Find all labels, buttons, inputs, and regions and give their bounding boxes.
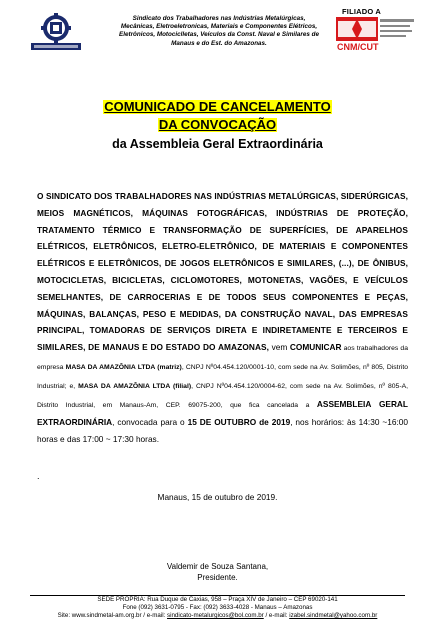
stray-mark: . <box>37 471 40 481</box>
footer-website[interactable]: Site: www.sindmetal-am.org.br <box>57 612 142 620</box>
affiliation-label: FILIADO A <box>342 7 382 16</box>
signatory-name: Valdemir de Souza Santana, <box>166 562 269 571</box>
footer-address: SEDE PRÓPRIA: Rua Duque de Caxias, 958 – Praça XIV de Janeiro – CEP 69020-141 <box>97 596 338 603</box>
union-name-line: Eletrônicos, Motociclletas, Veículos da Const. Naval e Similares de <box>119 31 319 39</box>
signatory-role: Presidente. <box>197 573 238 582</box>
body-segment: , nos horários: às 14:30 ~16:00 horas e das 17:00 ~ 17:30 horas. <box>37 417 408 445</box>
body-segment: , CNPJ Nº04.454.120/0001-10, com sede na Av. Solimões, nº 805, Distrito Industrial; e, <box>37 363 409 390</box>
title-line-1: COMUNICADO DE CANCELAMENTO <box>104 99 331 114</box>
company-filial: MASA DA AMAZÔNIA LTDA (filial) <box>78 382 192 390</box>
footer <box>0 596 435 621</box>
footer-contacts <box>0 612 435 620</box>
footer-email-link[interactable]: sindicato-metalurgicos@bol.com.br <box>167 612 264 620</box>
footer-separator: / e-mail: <box>263 612 290 620</box>
body-segment: , convocada para o <box>112 417 188 428</box>
union-name-line: Sindicato dos Trabalhadores nas Indústrias Metalúrgicas, <box>132 15 306 22</box>
title-line-2: DA CONVOCAÇÃO <box>158 117 277 132</box>
cnm-cut-logo <box>336 17 416 51</box>
body-segment: , CNPJ Nº04.454.120/0004-62, com sede na Av. Solimões, nº 805-A, Distrito Industrial, em Manaus-Am, CEP. 69075-200, que fica cancelada a <box>37 382 408 409</box>
company-matriz: MASA DA AMAZÔNIA LTDA (matriz) <box>65 363 182 371</box>
assembly-date: 15 DE OUTUBRO de 2019 <box>187 417 291 428</box>
signature-block <box>0 561 435 583</box>
body-segment: aos trabalhadores da empresa <box>37 345 408 371</box>
date-line: Manaus, 15 de outubro de 2019. <box>157 492 278 502</box>
union-full-name: O SINDICATO DOS TRABALHADORES NAS INDÚSTRIAS METALÚRGICAS, SIDERÚRGICAS, MEIOS MAGNÉTICOS, MÁQUINAS FOTOGRÁFICAS, INDÚSTRIAS DE PROTEÇÃO, TRATAMENTO TÉRMICO E TRANSFORMAÇÃO DE SUPERFÍCIES, DE APARELHOS ELÉTRICOS, ELETRÔNICOS, ELETRO-ELETRÔNICO, DE MATERIAIS E COMPONENTES ELÉTRICOS E ELETRÔNICOS, DE JOGOS ELETRÔNICOS E SIMILARES, (...), DE ÔNIBUS, MOTOCICLETAS, BICICLETAS, CICLOMOTORES, MOTONETAS, VAGÕES, E VEÍCULOS SEMELHANTES, DE CARROCERIAS E DE TODOS SEUS COMPONENTES E PEÇAS, MÁQUINAS, BALANÇAS, PESO E MEDIDAS, DA CONSTRUÇÃO NAVAL, DAS EMPRESAS PRINCIPAL, TOMADORAS DE SERVIÇOS DIRETA E INDIRETAMENTE E TERCEIROS E SIMILARES, DE MANAUS E DO ESTADO DO AMAZONAS, <box>37 191 408 353</box>
union-logo <box>30 13 82 51</box>
body-segment: vem <box>269 342 290 353</box>
footer-phone: Fone (092) 3631-0795 - Fax: (092) 3633-4028 - Manaus – Amazonas <box>122 604 313 612</box>
body-segment-bold: COMUNICAR <box>289 342 342 353</box>
footer-email-link[interactable]: izabel.sindmetal@yahoo.com.br <box>289 612 378 620</box>
union-name-line: Mecânicas, Eletroeletronicas, Materiais e Componentes Elétricos, <box>120 23 318 31</box>
union-name <box>88 15 350 48</box>
title-block <box>0 98 435 151</box>
footer-separator: / e-mail: <box>141 612 168 620</box>
cnm-cut-logo-text: CNM/CUT <box>337 42 379 51</box>
assembly-name: ASSEMBLEIA GERAL EXTRAORDINÁRIA <box>37 398 408 428</box>
subtitle: da Assembleia Geral Extraordinária <box>112 137 323 151</box>
union-name-line: Manaus e do Est. do Amazonas. <box>171 39 267 47</box>
announcement-body <box>37 188 408 448</box>
